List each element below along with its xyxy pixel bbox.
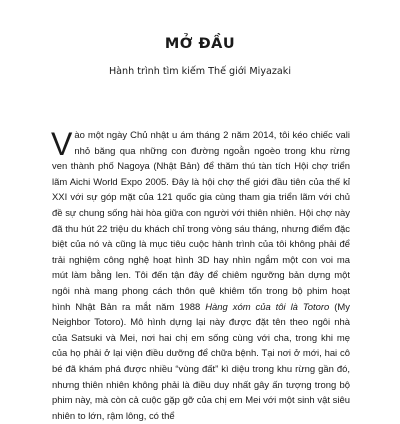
body-text-segment: (My Neighbor Totoro). Mô hình dựng lại này được đặt tên theo ngôi nhà của Satsuki và Mei, nơi hai chị em sống cùng với cha, trong khi mẹ của họ phải ở lại viện điều dưỡng để chữa bệnh. Tại nơi ở mới, hai cô bé đã khám phá được nhiều “vùng đất” kì diệu trong khu rừng gần đó, nhưng thiên nhiên không phải là điều duy nhất gây ấn tượng trong bộ phim này, mà còn cả cuộc gặp gỡ của chị em Mei với một sinh vật siêu nhiên to lớn, rậm lông, có thể <box>52 301 350 422</box>
body-paragraph <box>52 128 350 424</box>
chapter-title: MỞ ĐẦU <box>164 36 236 52</box>
body-text-segment: ào một ngày Chủ nhật u ám tháng 2 năm 2014, tôi kéo chiếc vali nhỏ băng qua những con đường ngoằn ngoèo trong khu rừng ven thành phố Nagoya (Nhật Bản) để thăm thú tàn tích Hội chợ triển lãm Aichi World Expo 2005. Đây là hội chợ thế giới đầu tiên của thế kỉ XXI với sự góp mặt của 121 quốc gia cùng tham gia triển lãm với chủ đề sự chung sống hài hòa giữa con người với thiên nhiên. Hội chợ này đã thu hút 22 triệu du khách chỉ trong vòng sáu tháng, nhưng điểm đặc biệt của nó và cũng là mục tiêu cuộc hành trình của tôi không phải để trải nghiệm công nghệ hoạt hình 3D hay nhìn ngắm một con voi ma mút làm bằng len. Tôi đến tận đây để chiêm ngưỡng bản dựng một ngôi nhà mang phong cách thôn quê khiêm tốn trong bộ phim hoạt hình Nhật Bản ra mắt năm 1988 <box>52 130 350 313</box>
film-title-italic: Hàng xóm của tôi là Totoro <box>205 301 330 313</box>
drop-cap: V <box>51 126 73 162</box>
chapter-subtitle: Hành trình tìm kiếm Thế giới Miyazaki <box>108 66 292 77</box>
